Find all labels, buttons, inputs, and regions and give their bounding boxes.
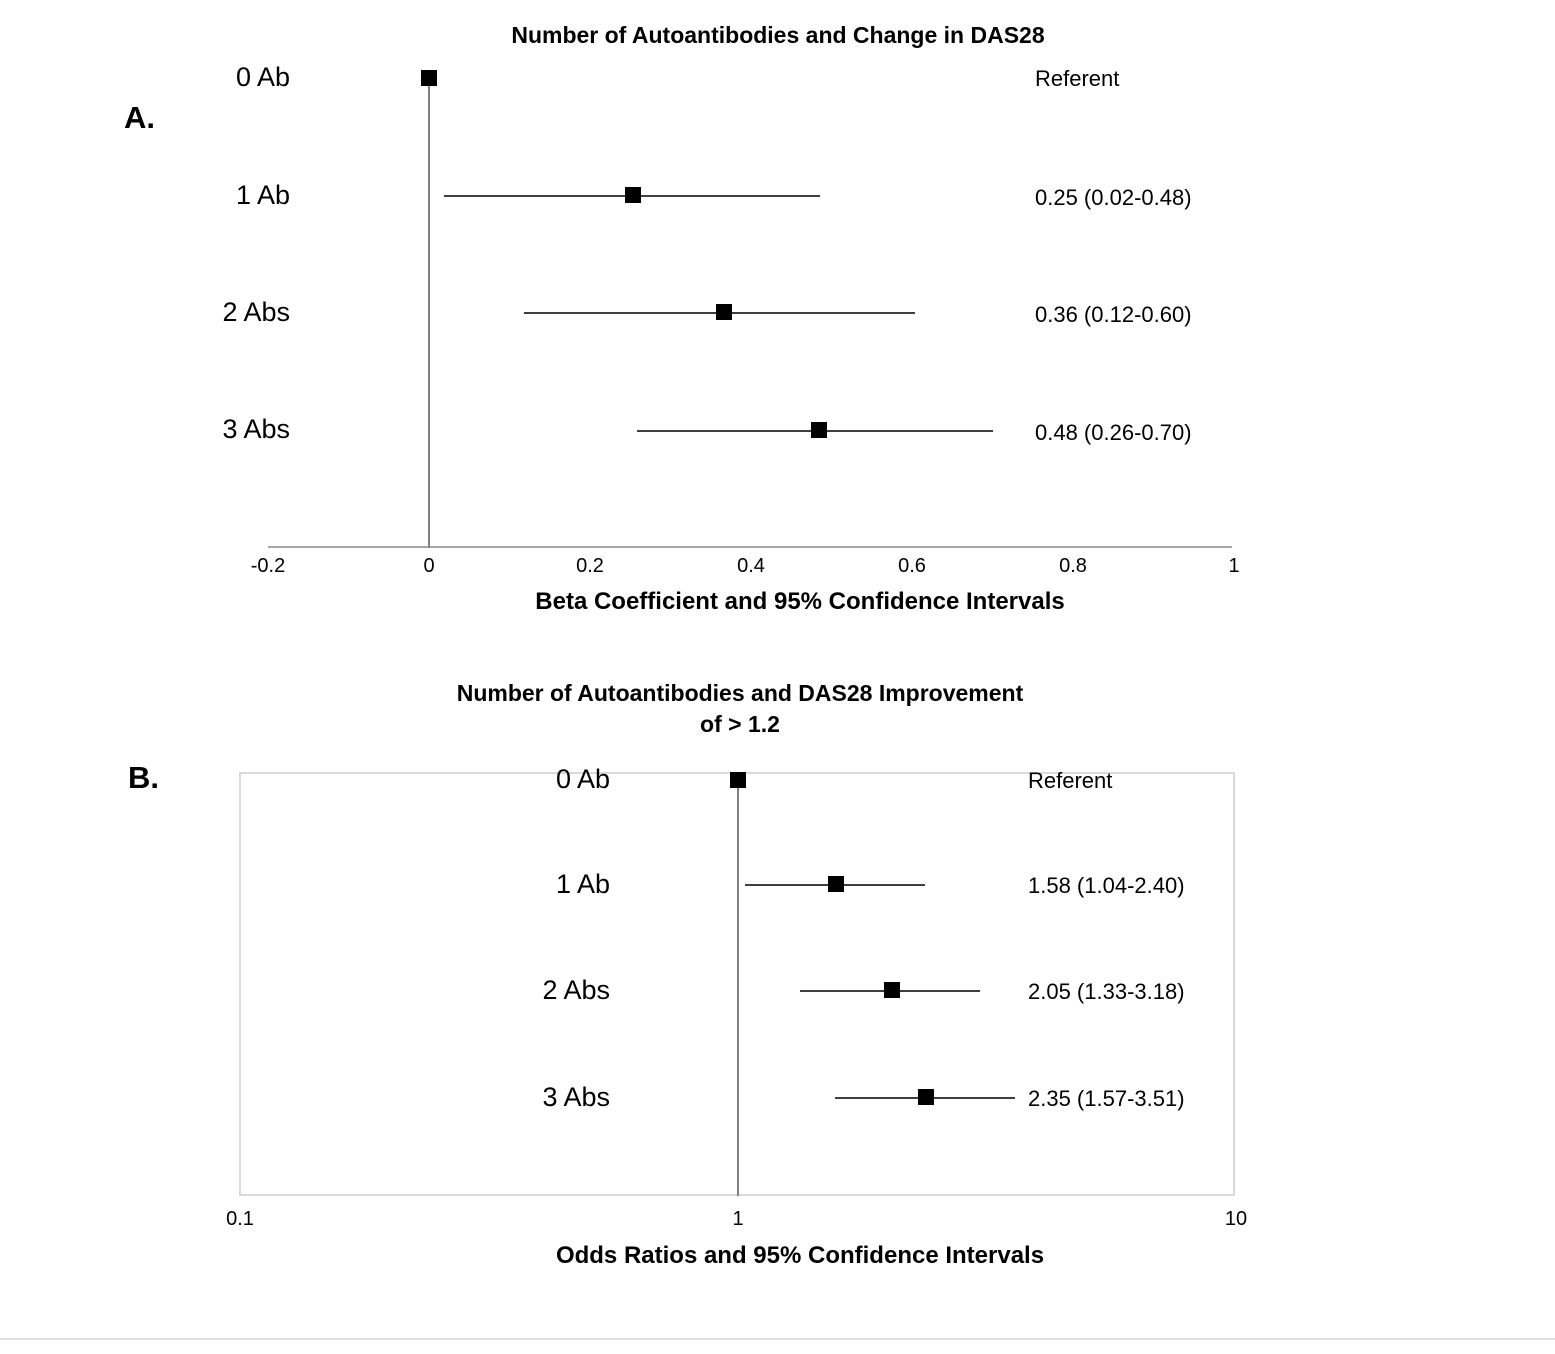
- panel-a-x-axis: [268, 546, 1232, 548]
- panel-a-row-label-1: 1 Ab: [235, 180, 290, 210]
- panel-a-row-label-3: 3 Abs: [222, 414, 290, 444]
- panel-a-xtick-0: -0.2: [250, 555, 286, 577]
- panel-b-row-label-3: 3 Abs: [542, 1082, 610, 1112]
- panel-a-xtick-6: 1: [1228, 555, 1240, 577]
- panel-a-title: Number of Autoantibodies and Change in DAS28: [511, 22, 1045, 48]
- panel-a-xtick-5: 0.8: [1059, 555, 1087, 577]
- panel-b-xtick-2: 10: [1224, 1208, 1248, 1230]
- panel-a-row-value-0: Referent: [1035, 66, 1120, 91]
- panel-a-marker-1: [625, 187, 641, 203]
- panel-b-row-label-1: 1 Ab: [555, 869, 610, 899]
- panel-a-row-value-1: 0.25 (0.02-0.48): [1035, 185, 1192, 210]
- panel-b-xtick-1: 1: [732, 1208, 744, 1230]
- panel-b-marker-1: [828, 876, 844, 892]
- panel-b-marker-2: [884, 982, 900, 998]
- panel-a-plot: [0, 0, 1555, 660]
- panel-a-letter: A.: [124, 100, 155, 135]
- panel-a-xtick-3: 0.4: [737, 555, 765, 577]
- page-bottom-strip: [0, 1338, 1555, 1354]
- panel-b: [0, 660, 1555, 1354]
- panel-b-row-label-2: 2 Abs: [542, 975, 610, 1005]
- panel-b-letter: B.: [128, 760, 159, 795]
- panel-a-xtick-1: 0: [423, 555, 435, 577]
- panel-b-xtick-0: 0.1: [226, 1208, 254, 1230]
- panel-a-row-value-3: 0.48 (0.26-0.70): [1035, 420, 1192, 445]
- panel-b-row-value-2: 2.05 (1.33-3.18): [1028, 979, 1185, 1004]
- panel-a-marker-2: [716, 304, 732, 320]
- panel-a-row-label-2: 2 Abs: [222, 297, 290, 327]
- panel-b-row-value-3: 2.35 (1.57-3.51): [1028, 1086, 1185, 1111]
- panel-a-xtick-4: 0.6: [898, 555, 926, 577]
- panel-b-row-value-1: 1.58 (1.04-2.40): [1028, 873, 1185, 898]
- panel-a-row-label-0: 0 Ab: [235, 62, 290, 92]
- panel-b-marker-3: [918, 1089, 934, 1105]
- panel-b-row-value-0: Referent: [1028, 768, 1113, 793]
- panel-b-x-axis-title: Odds Ratios and 95% Confidence Intervals: [555, 1242, 1045, 1269]
- panel-b-row-label-0: 0 Ab: [555, 764, 610, 794]
- panel-a: [0, 0, 1555, 660]
- panel-a-row-value-2: 0.36 (0.12-0.60): [1035, 302, 1192, 327]
- panel-a-marker-0: [421, 70, 437, 86]
- panel-b-title-line2: of > 1.2: [700, 711, 780, 738]
- panel-b-plot: [0, 660, 1555, 1354]
- panel-b-reference-line: [737, 772, 739, 1196]
- panel-a-xtick-2: 0.2: [576, 555, 604, 577]
- panel-a-reference-line: [428, 70, 430, 548]
- panel-b-marker-0: [730, 772, 746, 788]
- panel-a-marker-3: [811, 422, 827, 438]
- panel-b-title-line1: Number of Autoantibodies and DAS28 Improvement: [456, 680, 1024, 706]
- panel-a-x-axis-title: Beta Coefficient and 95% Confidence Intervals: [535, 588, 1065, 615]
